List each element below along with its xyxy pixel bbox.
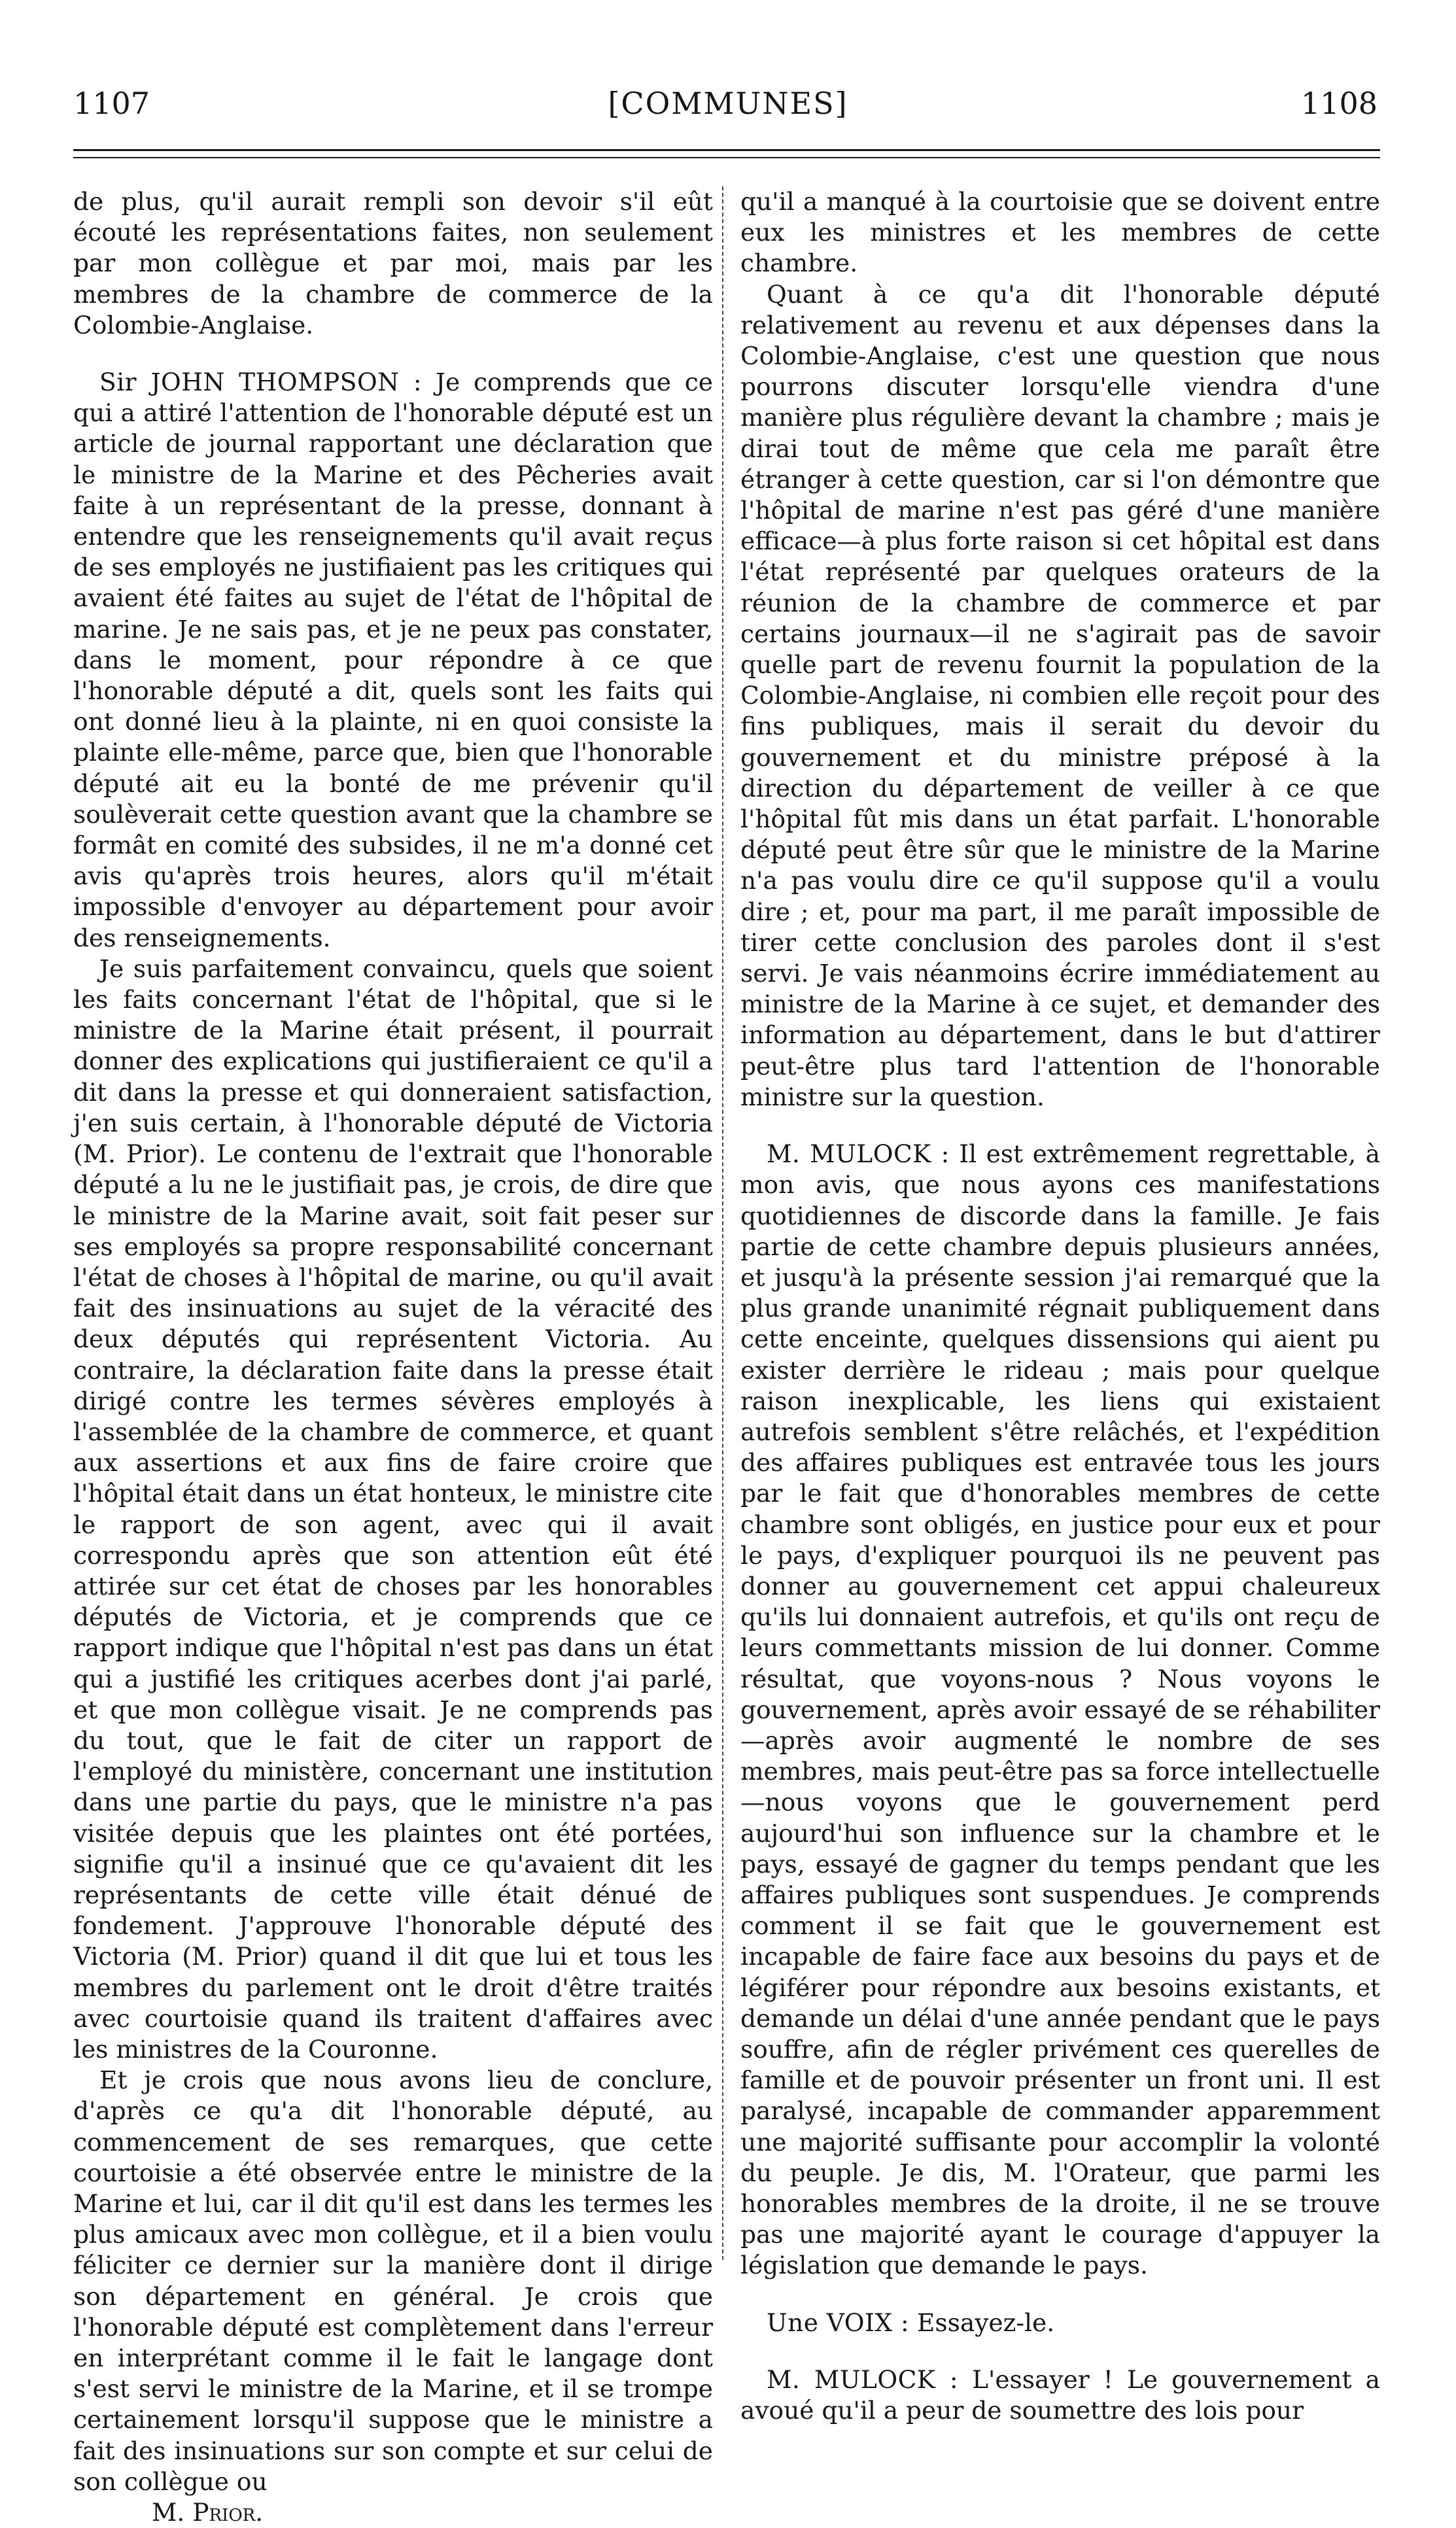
paragraph [740,1139,1380,2281]
page-header [0,77,1456,130]
speaker-name: Sir JOHN THOMPSON : [99,368,423,397]
left-column [73,186,713,2527]
paragraph: Quant à ce qu'a dit l'honorable député relativement au revenu et aux dépenses dans la Colombie-Anglaise, c'est une question que nous pourrons discuter lorsqu'elle viendra d'une manière plus régulière devant la chambre ; mais je dirai tout de même que cela me paraît être étranger à cette question, car si l'on démontre que l'hôpital de marine n'est pas géré d'une manière efficace—à plus forte raison si cet hôpital est dans l'état représenté par quelques orateurs de la réunion de la chambre de commerce et par certains journaux—il ne s'agirait pas de savoir quelle part de revenu fournit la population de la Colombie-Anglaise, ni combien elle reçoit pour des fins publiques, mais il serait du devoir du gouvernement et du ministre préposé à la direction du département de veiller à ce que l'hôpital fût mis dans un état parfait. L'honorable député peut être sûr que le ministre de la Marine n'a pas voulu dire ce qu'il suppose qu'il a voulu dire ; et, pour ma part, il me paraît impossible de tirer cette conclusion des paroles dont il s'est servi. Je vais néanmoins écrire immédiatement au ministre de la Marine à ce sujet, et demander des information au département, dans le but d'attirer peut-être plus tard l'attention de l'honorable ministre sur la question. [740,279,1380,1111]
running-title: [COMMUNES] [608,86,848,121]
page-number-right: 1108 [1300,86,1378,121]
speaker-name: M. MULOCK : [767,2364,959,2394]
speech-text: L'essayer ! Le gouvernement a avoué qu'il a peur de soumettre des lois pour [740,2364,1380,2425]
paragraph [740,2308,1380,2338]
right-column [740,186,1380,2425]
page-number-left: 1107 [73,86,150,121]
signature-line: M. Prior. [152,2498,264,2527]
speaker-name: M. MULOCK : [767,1139,950,1169]
speaker-name: Une VOIX : [767,2308,910,2337]
paragraph: Je suis parfaitement convaincu, quels que soient les faits concernant l'état de l'hôpital, que si le ministre de la Marine était présent, il pourrait donner des explications qui justifieraient ce qu'il a dit dans la presse et qui donneraient satisfaction, j'en suis certain, à l'honorable député de Victoria (M. Prior). Le contenu de l'extrait que l'honorable député a lu ne le justifiait pas, je crois, de dire que le ministre de la Marine avait, soit fait peser sur ses employés sa propre responsabilité concernant l'état de choses à l'hôpital de marine, ou qu'il avait fait des insinuations au sujet de la véracité des deux députés qui représentent Victoria. Au contraire, la déclaration faite dans la presse était dirigé contre les termes sévères employés à l'assemblée de la chambre de commerce, et quant aux assertions et aux fins de faire croire que l'hôpital était dans un état honteux, le ministre cite le rapport de son agent, avec qui il avait correspondu après que son attention eût été attirée sur cet état de choses par les honorables députés de Victoria, et je comprends que ce rapport indique que l'hôpital n'est pas dans un état qui a justifié les critiques acerbes dont j'ai parlé, et que mon collègue visait. Je ne comprends pas du tout, que le fait de citer un rapport de l'employé du ministère, concernant une institution dans une partie du pays, que le ministre n'a pas visitée depuis que les plaintes ont été portées, signifie qu'il a insinué que ce qu'avaient dit les représentants de cette ville était dénué de fondement. J'approuve l'honorable député des Victoria (M. Prior) quand il dit que lui et tous les membres du parlement ont le droit d'être traités avec courtoisie quand ils traitent d'affaires avec les ministres de la Couronne. [73,954,713,2064]
paragraph: qu'il a manqué à la courtoisie que se doivent entre eux les ministres et les membres de cette chambre. [740,187,1380,278]
paragraph: de plus, qu'il aurait rempli son devoir s'il eût écouté les représentations faites, non seulement par mon collègue et par moi, mais par les membres de la chambre de commerce de la Colombie-Anglaise. [73,187,713,339]
paragraph: Et je crois que nous avons lieu de conclure, d'après ce qu'a dit l'honorable député, au commencement de ses remarques, que cette courtoisie a été observée entre le ministre de la Marine et lui, car il dit qu'il est dans les termes les plus amicaux avec mon collègue, et il a bien voulu féliciter ce dernier sur la manière dont il dirige son département en général. Je crois que l'honorable député est complètement dans l'erreur en interprétant comme il le fait le langage dont s'est servi le ministre de la Marine, et il se trompe certainement lorsqu'il suppose que le ministre a fait des insinuations sur son compte et sur celui de son collègue ou [73,2066,713,2496]
speech-text: Il est extrêmement regrettable, à mon avis, que nous ayons ces manifestations quotidiennes de discorde dans la famille. Je fais partie de cette chambre depuis plusieurs années, et jusqu'à la présente session j'ai remarqué que la plus grande unanimité régnait publiquement dans cette enceinte, quelques dissensions qui aient pu exister derrière le rideau ; mais pour quelque raison inexplicable, les liens qui existaient autrefois semblent s'être relâchés, et l'expédition des affaires publiques est entravée tous les jours par le fait que d'honorables membres de cette chambre sont obligés, en justice pour eux et pour le pays, d'expliquer pourquoi ils ne peuvent pas donner au gouvernement cet appui chaleureux qu'ils lui donnaient autrefois, et qu'ils ont reçu de leurs commettants mission de lui donner. Comme résultat, que voyons-nous ? Nous voyons le gouvernement, après avoir essayé de se réhabiliter—après avoir augmenté le nombre de ses membres, mais peut-être pas sa force intellectuelle—nous voyons que le gouvernement perd aujourd'hui son influence sur la chambre et le pays, essayé de gagner du temps pendant que les affaires publiques sont suspendues. Je comprends comment il se fait que le gouvernement est incapable de faire face aux besoins du pays et de légiférer pour répondre aux besoins existants, et demande un délai d'une année pendant que le pays souffre, afin de régler privément ces querelles de famille et de pouvoir présenter un front uni. Il est paralysé, incapable de commander apparemment une majorité suffisante pour accomplir la volonté du peuple. Je dis, M. l'Orateur, que parmi les honorables membres de la droite, il ne se trouve pas une majorité ayant le courage d'appuyer la législation que demande le pays. [740,1139,1380,2280]
header-rule-top [73,149,1380,151]
speech-text: Je comprends que ce qui a attiré l'attention de l'honorable député est un article de journal rapportant une déclaration que le ministre de la Marine et des Pêcheries avait faite à un représentant de la presse, donnant à entendre que les renseignements qu'il avait reçus de ses employés ne justifiaient pas les critiques qui avaient été faites au sujet de l'état de l'hôpital de marine. Je ne sais pas, et je ne peux pas constater, dans le moment, pour répondre à ce que l'honorable député a dit, quels sont les faits qui ont donné lieu à la plainte, ni en quoi consiste la plainte elle-même, parce que, bien que l'honorable député ait eu la bonté de me prévenir qu'il soulèverait cette question avant que la chambre se formât en comité des subsides, il ne m'a donné cet avis qu'après trois heures, alors qu'il m'était impossible d'envoyer au département pour avoir des renseignements. [73,368,713,952]
paragraph [73,367,713,954]
paragraph [740,2364,1380,2426]
speech-text: Essayez-le. [917,2308,1055,2337]
header-rule-bottom [73,157,1380,158]
column-divider [722,186,723,2260]
